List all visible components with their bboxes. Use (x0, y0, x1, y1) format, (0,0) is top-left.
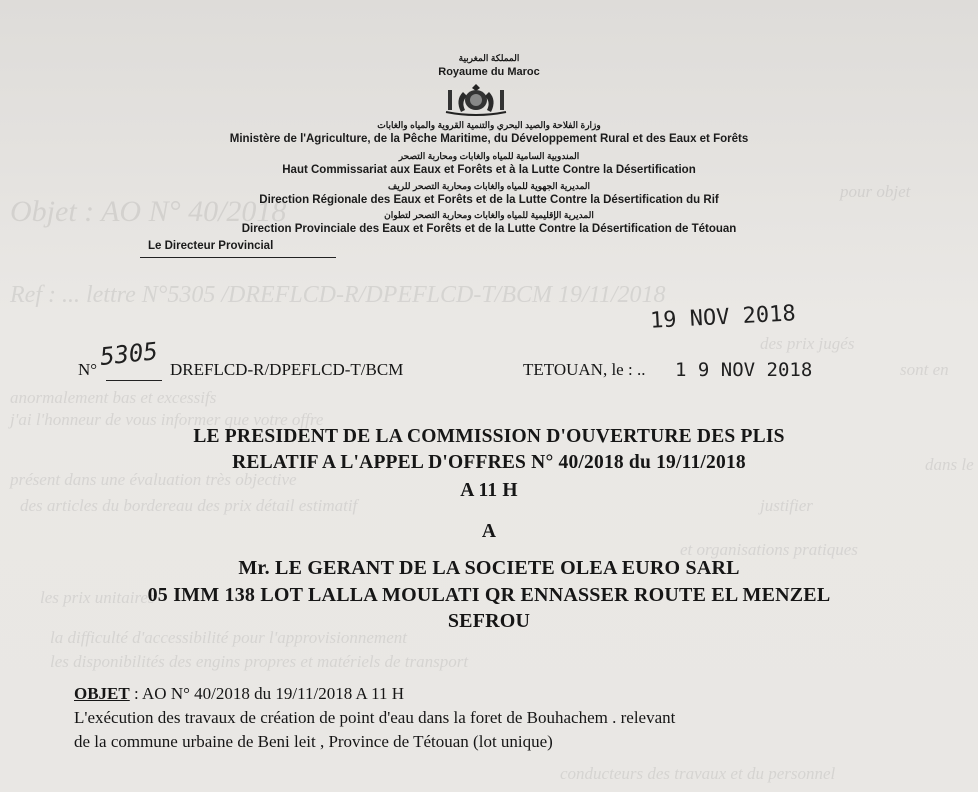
date-stamp-inline: 1 9 NOV 2018 (675, 359, 813, 381)
show-through-line: les prix unitaires (40, 588, 155, 607)
show-through-line: des articles du bordereau des prix détail estimatif (20, 496, 358, 515)
show-through-line: la difficulté d'accessibilité pour l'approvisionnement (50, 628, 407, 647)
arabic-direction-regionale-text: المديرية الجهوية للمياه والغابات ومحاربة التصحر للريف (387, 181, 591, 191)
haut-commissariat-name: Haut Commissariat aux Eaux et Forêts et à la Lutte Contre la Désertification (282, 164, 696, 176)
royal-coat-of-arms-icon (436, 82, 516, 116)
handwritten-reference-number: 5305 (98, 337, 160, 371)
arabic-haut-commissariat-text: المندوبية السامية للمياه والغابات ومحاربة التصحر (398, 151, 580, 161)
direction-provinciale-name: Direction Provinciale des Eaux et Forêts et de la Lutte Contre la Désertification de Tétouan (241, 223, 737, 235)
recipient-city: SEFROU (447, 610, 531, 632)
city-date-label: TETOUAN, le : .. (523, 360, 646, 379)
show-through-line: des prix jugés (760, 334, 855, 353)
show-through-line: Ref : ... lettre N°5305 /DREFLCD-R/DPEFLCD-T/BCM 19/11/2018 (10, 282, 666, 308)
number-underline (106, 380, 162, 381)
objet-description: L'exécution des travaux de création de point d'eau dans la foret de Bouhachem . relevant (74, 708, 676, 727)
addressee-line: A (481, 521, 497, 542)
arabic-direction-provinciale-text: المديرية الإقليمية للمياه والغابات ومحاربة التصحر لتطوان (384, 210, 594, 220)
show-through-line: justifier (760, 496, 813, 515)
arabic-ministry-text: وزارة الفلاحة والصيد البحري والتنمية القروية والمياه والغابات (377, 120, 601, 130)
reference-code: DREFLCD-R/DPEFLCD-T/BCM (170, 360, 404, 379)
show-through-line: Objet : AO N° 40/2018 (10, 195, 287, 228)
recipient-name: Mr. LE GERANT DE LA SOCIETE OLEA EURO SARL (238, 557, 740, 579)
show-through-line: dans le (925, 455, 974, 474)
date-stamp-top: 19 NOV 2018 (649, 301, 797, 334)
direction-regionale-name: Direction Régionale des Eaux et Forêts et de la Lutte Contre la Désertification du Rif (259, 194, 719, 206)
objet-label: OBJET (74, 684, 130, 703)
show-through-line: les disponibilités des engins propres et matériels de transport (50, 652, 469, 671)
show-through-line: présent dans une évaluation très objective (10, 470, 297, 489)
show-through-line: et organisations pratiques (680, 540, 858, 559)
directeur-provincial-title: Le Directeur Provincial (148, 240, 274, 252)
objet-description: de la commune urbaine de Beni leit , Province de Tétouan (lot unique) (74, 732, 553, 751)
show-through-line: anormalement bas et excessifs (10, 388, 217, 407)
kingdom-title: Royaume du Maroc (438, 66, 540, 78)
addressee-line: A 11 H (460, 480, 518, 501)
divider-line (140, 257, 336, 258)
show-through-line: pour objet (840, 182, 911, 201)
ministry-name: Ministère de l'Agriculture, de la Pêche Maritime, du Développement Rural et des Eaux et Forêts (229, 133, 749, 145)
show-through-line: conducteurs des travaux et du personnel (560, 764, 836, 783)
recipient-address: 05 IMM 138 LOT LALLA MOULATI QR ENNASSER ROUTE EL MENZEL (147, 584, 831, 606)
show-through-line: j'ai l'honneur de vous informer que votre offre (10, 410, 324, 429)
addressee-line: LE PRESIDENT DE LA COMMISSION D'OUVERTURE DES PLIS (193, 426, 785, 447)
arabic-kingdom-text: المملكة المغربية (458, 53, 520, 63)
objet-reference: : AO N° 40/2018 du 19/11/2018 A 11 H (129, 684, 404, 703)
reference-number-prefix: N° (78, 360, 98, 379)
show-through-line: sont en (900, 360, 949, 379)
objet-line (74, 684, 404, 704)
addressee-line: RELATIF A L'APPEL D'OFFRES N° 40/2018 du 19/11/2018 (232, 452, 746, 473)
